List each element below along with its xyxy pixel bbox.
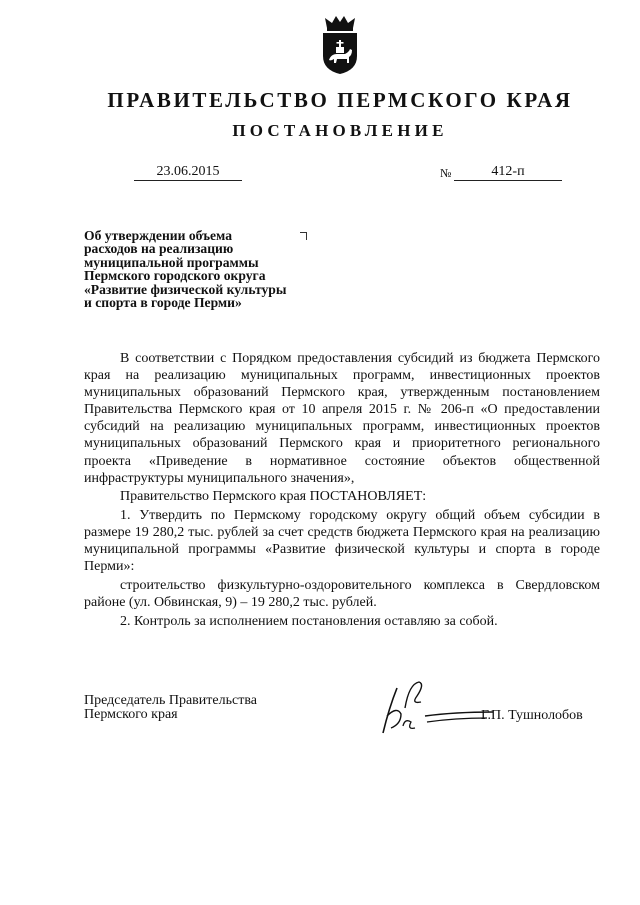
document-type-title: ПОСТАНОВЛЕНИЕ [232, 121, 448, 140]
body-paragraph: 1. Утвердить по Пермскому городскому округу общий объем субсидии в размере 19 280,2 тыс. рублей за счет средств бюджета Пермского края на реализацию муниципальной программы «Развитие физической культуры и спорта в городе Перми»: [84, 508, 600, 575]
document-date: 23.06.2015 [134, 163, 242, 181]
document-body [84, 350, 600, 631]
perm-krai-coat-of-arms-icon [319, 14, 361, 76]
number-sign: № [440, 166, 452, 180]
handwritten-signature-icon [375, 678, 497, 738]
subject-line: муниципальной программы [84, 254, 259, 270]
body-paragraph: строительство физкультурно-оздоровительного комплекса в Свердловском районе (ул. Обвинская, 9) – 19 280,2 тыс. рублей. [84, 578, 600, 611]
signatory-position-line: Пермского края [84, 706, 178, 722]
body-paragraph: Правительство Пермского края ПОСТАНОВЛЯЕТ: [120, 489, 427, 505]
signatory-position [84, 694, 257, 721]
body-paragraph: В соответствии с Порядком предоставления субсидий из бюджета Пермского края на реализацию муниципальных программ, инвестиционных проектов муниципальных образований Пермского края, утвержденным постановлением Правительства Пермского края от 10 апреля 2015 г. № 206-п «О предоставлении субсидий на реализацию муниципальных программ, инвестиционных проектов муниципальных образований Пермского края и приоритетного регионального проекта «Приведение в нормативное состояние объектов общественной инфраструктуры муниципального значения», [84, 351, 600, 486]
subject-line: «Развитие физической культуры [84, 281, 287, 297]
signatory-position-line: Председатель Правительства [84, 693, 257, 708]
document-number: 412-п [454, 163, 562, 181]
subject-line: расходов на реализацию [84, 241, 234, 257]
subject-line: Пермского городского округа [84, 268, 266, 284]
document-subject [84, 229, 334, 309]
signatory-name: Г.П. Тушнолобов [481, 708, 583, 723]
subject-line: Об утверждении объема [84, 228, 233, 243]
subject-line: и спорта в городе Перми» [84, 295, 242, 311]
body-paragraph: 2. Контроль за исполнением постановления оставляю за собой. [120, 613, 498, 629]
government-title: ПРАВИТЕЛЬСТВО ПЕРМСКОГО КРАЯ [107, 88, 573, 112]
